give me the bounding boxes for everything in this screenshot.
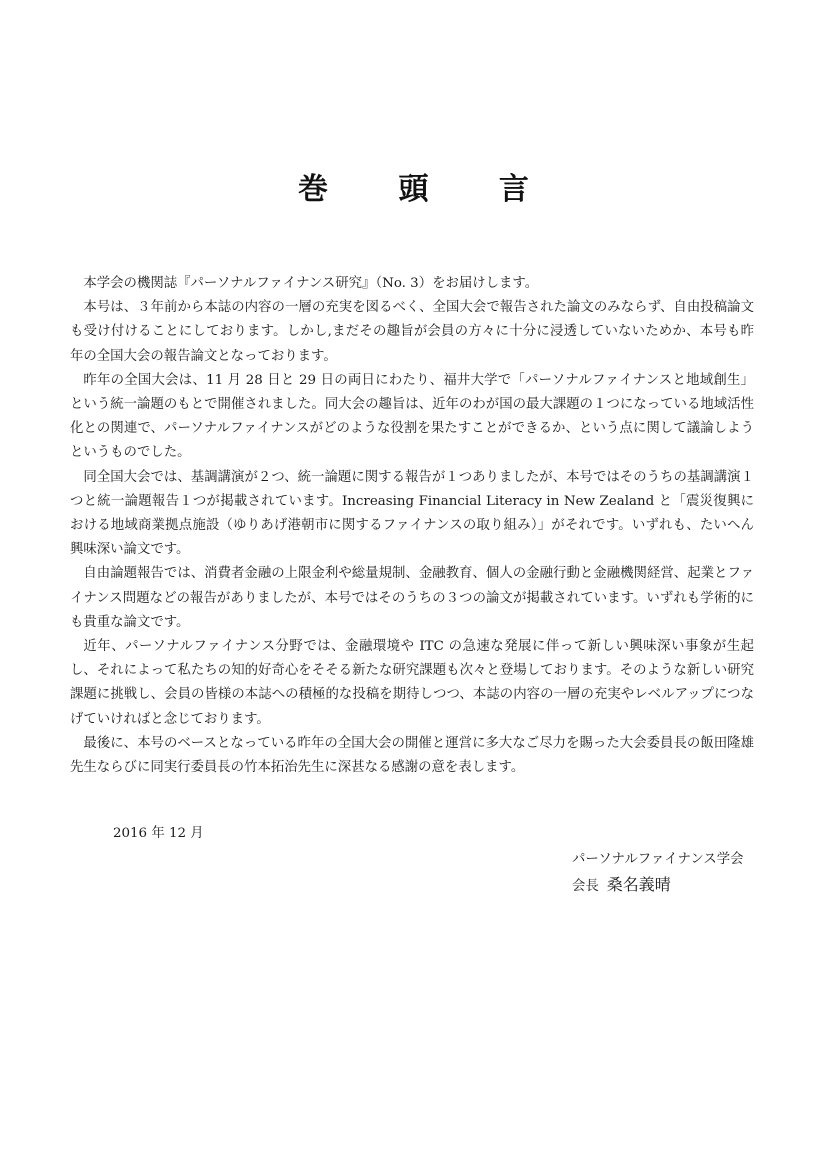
paragraph: 本学会の機関誌『パーソナルファイナンス研究』（No. 3）をお届けします。	[83, 276, 539, 291]
signer-name: 桑名義晴	[606, 875, 671, 894]
date: 2016 年 12 月	[113, 826, 204, 841]
paragraph: 本号は、３年前から本誌の内容の一層の充実を図るべく、全国大会で報告された論文のみならず、自由投稿論文も受け付けることにしております。しかし,まだその趣旨が会員の方々に十分に浸透していないためか、本号も昨年の全国大会の報告論文となっております。	[70, 300, 754, 364]
organization-name: パーソナルファイナンス学会	[572, 852, 744, 867]
paragraph: 近年、パーソナルファイナンス分野では、金融環境や ITC の急速な発展に伴って新しい興味深い事象が生起し、それによって私たちの知的好奇心をそそる新たな研究課題も次々と登場しております。そのような新しい研究課題に挑戦し、会員の皆様の本誌への積極的な投稿を期待しつつ、本誌の内容の一層の充実やレベルアップにつなげていければと念じております。	[70, 639, 754, 727]
paragraph: 昨年の全国大会は、11 月 28 日と 29 日の両日にわたり、福井大学で「パーソナルファイナンスと地域創生」という統一論題のもとで開催されました。同大会の趣旨は、近年のわが国の最大課題の１つになっている地域活性化との関連で、パーソナルファイナンスがどのような役割を果たすことができるか、という点に関して議論しようというものでした。	[70, 372, 754, 461]
signature-block	[572, 872, 671, 895]
page-title: 巻 頭 言	[298, 172, 559, 207]
signer-role: 会長	[572, 879, 599, 894]
paragraph: 同全国大会では、基調講演が２つ、統一論題に関する報告が１つありましたが、本号ではそのうちの基調講演１つと統一論題報告１つが掲載されています。Increasing Financial Literacy in New Zealand と「震災復興における地域商業拠点施設（ゆりあげ港朝市に関するファイナンスの取り組み）」がそれです。いずれも、たいへん興味深い論文です。	[70, 469, 754, 558]
paragraph: 自由論題報告では、消費者金融の上限金利や総量規制、金融教育、個人の金融行動と金融機関経営、起業とファイナンス問題などの報告がありましたが、本号ではそのうちの３つの論文が掲載されています。いずれも学術的にも貴重な論文です。	[70, 566, 754, 630]
body-text	[70, 272, 754, 780]
paragraph: 最後に、本号のベースとなっている昨年の全国大会の開催と運営に多大なご尽力を賜った大会委員長の飯田隆雄先生ならびに同実行委員長の竹本拓治先生に深甚なる感謝の意を表します。	[70, 735, 754, 776]
